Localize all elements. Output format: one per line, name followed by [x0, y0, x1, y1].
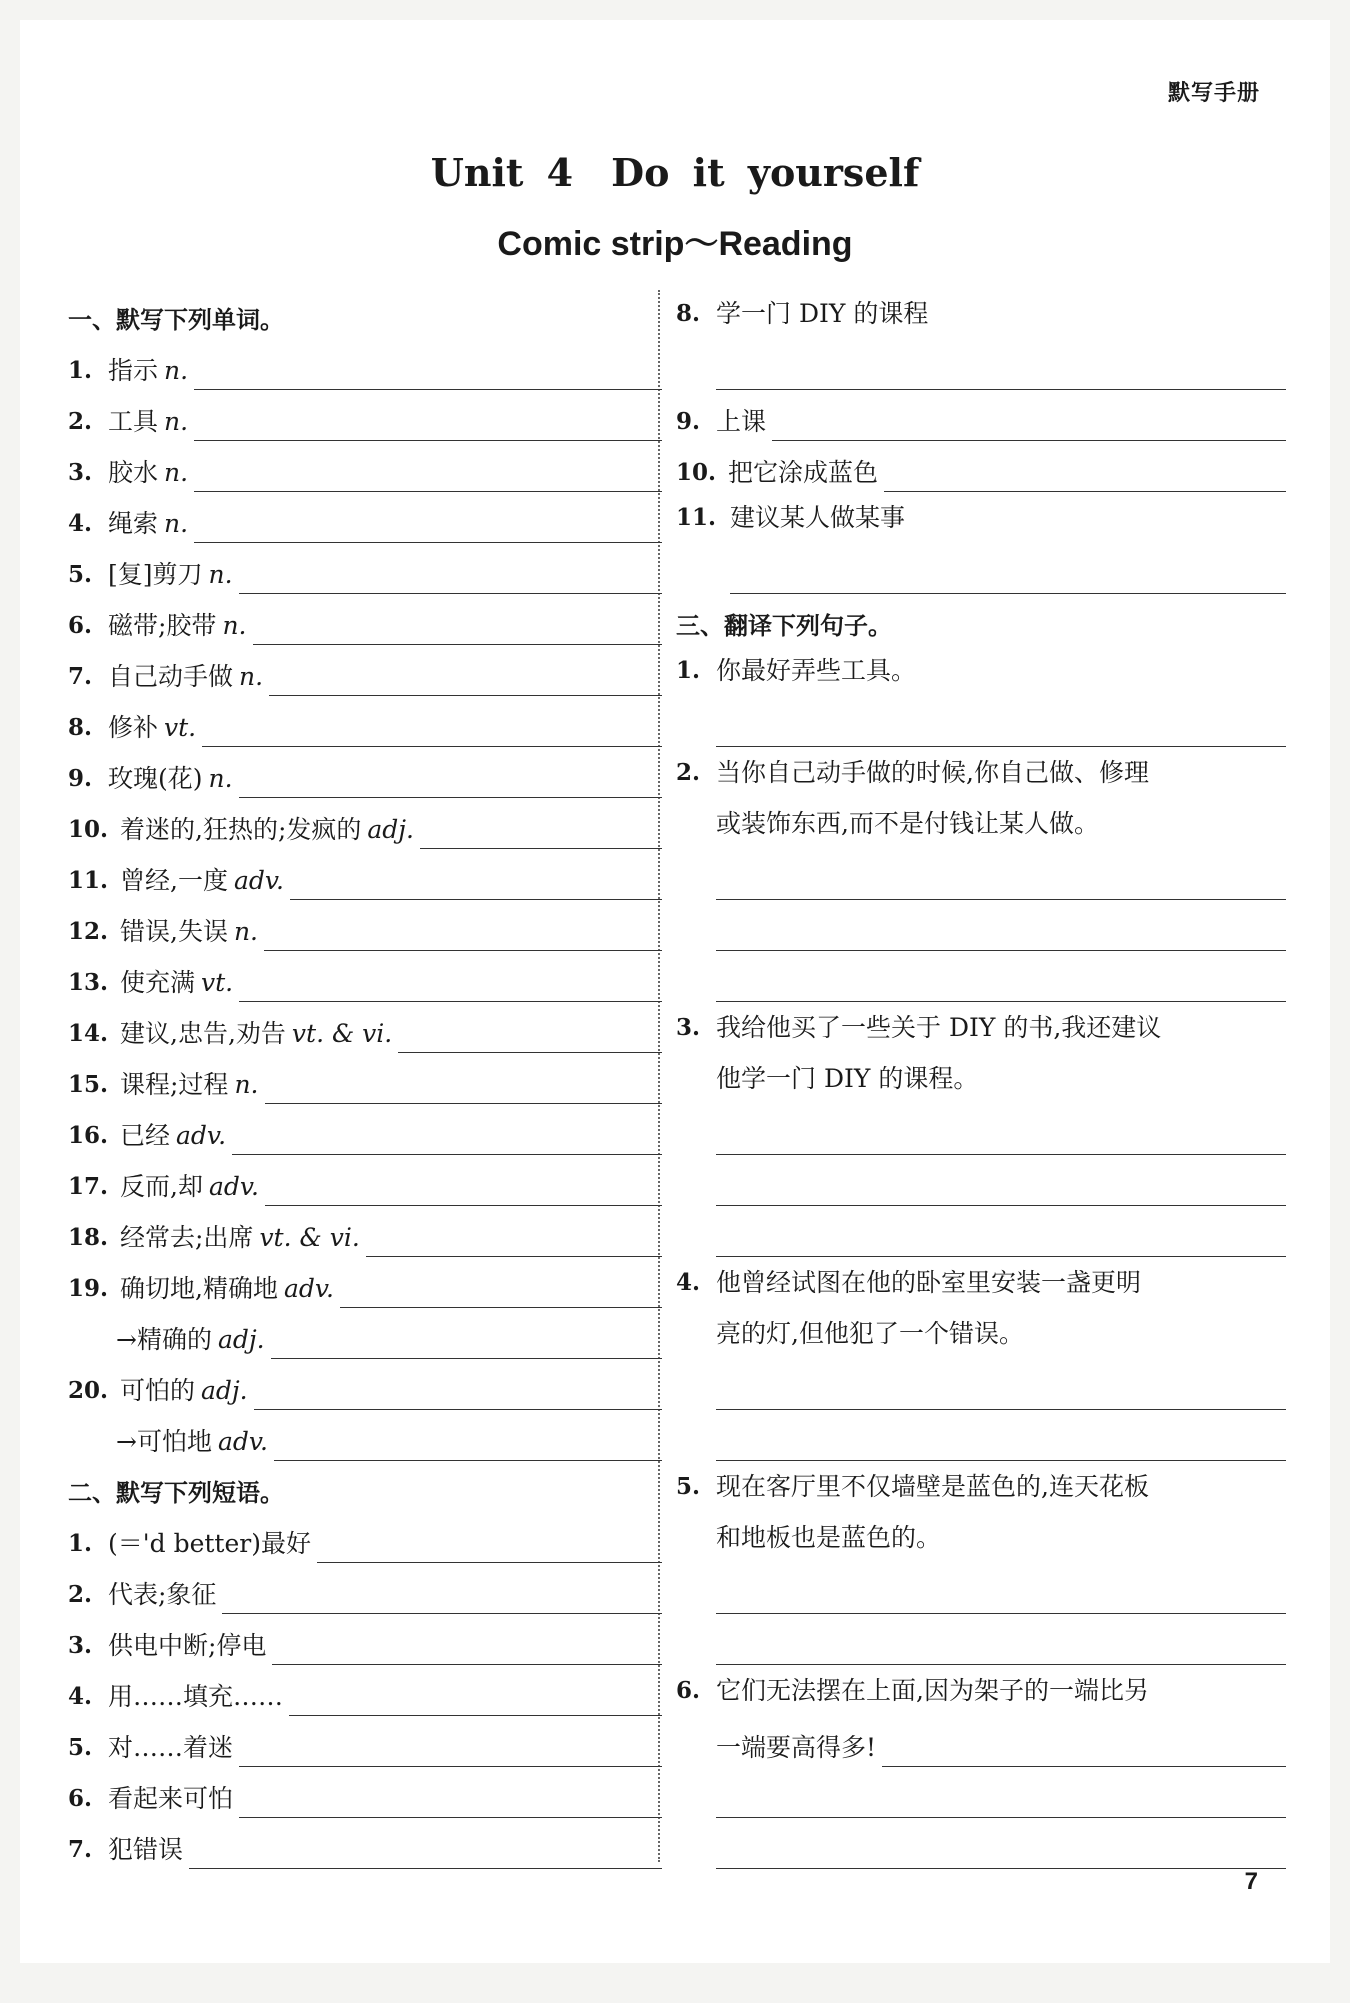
phrase-row [68, 1665, 662, 1716]
item-text: 曾经,一度 [120, 866, 228, 895]
part-of-speech: adj. [217, 1325, 265, 1354]
item-text: 已经 [120, 1121, 171, 1150]
section3-heading: 三、翻译下列句子。 [676, 612, 892, 640]
item-number: 16. [68, 1122, 109, 1149]
item-text: 一端要高得多! [716, 1733, 877, 1762]
answer-blank[interactable] [716, 1787, 1286, 1818]
item-number: 3. [68, 1632, 93, 1659]
item-number: 9. [68, 765, 93, 792]
answer-blank[interactable] [716, 1226, 1286, 1257]
answer-blank[interactable] [274, 1430, 662, 1461]
item-text: 错误,失误 [120, 917, 228, 946]
answer-blank[interactable] [716, 869, 1286, 900]
item-number: 20. [68, 1377, 109, 1404]
item-text: 上课 [716, 407, 767, 436]
answer-line [676, 900, 1286, 951]
part-of-speech: adv. [283, 1274, 334, 1303]
part-of-speech: n. [164, 407, 189, 436]
answer-blank[interactable] [265, 1175, 662, 1206]
part-of-speech: adv. [217, 1427, 268, 1456]
item-text: 对……着迷 [108, 1733, 234, 1762]
phrase-row [676, 492, 1286, 543]
word-row [68, 441, 662, 492]
word-row [68, 339, 662, 390]
item-text: 着迷的,狂热的;发疯的 [120, 815, 362, 844]
answer-line [676, 849, 1286, 900]
item-number: 11. [68, 867, 109, 894]
item-text: 磁带;胶带 [108, 611, 217, 640]
page-title: Unit 4 Do it yourself [430, 150, 920, 195]
phrase-row [68, 1818, 662, 1869]
item-number: 7. [68, 1836, 93, 1863]
answer-blank[interactable] [340, 1277, 662, 1308]
answer-blank[interactable] [239, 971, 662, 1002]
part-of-speech: n. [208, 764, 233, 793]
item-number: 6. [68, 1785, 93, 1812]
part-of-speech: n. [222, 611, 247, 640]
answer-blank[interactable] [189, 1838, 662, 1869]
answer-blank[interactable] [239, 767, 662, 798]
item-text: 亮的灯,但他犯了一个错误。 [716, 1319, 1024, 1348]
item-text: 现在客厅里不仅墙壁是蓝色的,连天花板 [716, 1472, 1149, 1501]
left-column [68, 288, 662, 1869]
phrase-row [68, 1767, 662, 1818]
answer-blank[interactable] [772, 410, 1286, 441]
header-tag: 默写手册 [1167, 81, 1260, 106]
answer-line [676, 1155, 1286, 1206]
phrase-row [676, 441, 1286, 492]
section1-heading: 一、默写下列单词。 [68, 306, 284, 334]
part-of-speech: adv. [176, 1121, 227, 1150]
item-number: 17. [68, 1173, 109, 1200]
part-of-speech: vt. [201, 968, 234, 997]
answer-blank[interactable] [239, 1787, 662, 1818]
section2-heading: 二、默写下列短语。 [68, 1479, 284, 1507]
item-number: 9. [676, 408, 701, 435]
word-row [68, 696, 662, 747]
item-text: 使充满 [120, 968, 196, 997]
sentence-item [676, 1461, 1286, 1512]
answer-blank[interactable] [716, 971, 1286, 1002]
item-text: 他曾经试图在他的卧室里安装一盏更明 [716, 1268, 1142, 1297]
answer-blank[interactable] [254, 1379, 662, 1410]
item-text: 确切地,精确地 [120, 1274, 278, 1303]
part-of-speech: n. [208, 560, 233, 589]
item-text: 可怕的 [120, 1376, 196, 1405]
item-number: 5. [68, 1734, 93, 1761]
answer-blank[interactable] [398, 1022, 662, 1053]
item-text: 修补 [108, 713, 159, 742]
item-number: 1. [676, 657, 701, 684]
answer-line [676, 1206, 1286, 1257]
part-of-speech: adv. [208, 1172, 259, 1201]
word-row [68, 1257, 662, 1308]
item-number: 13. [68, 969, 109, 996]
answer-blank[interactable] [317, 1532, 662, 1563]
item-number: 2. [676, 759, 701, 786]
item-text: [复]剪刀 [108, 560, 203, 589]
word-row [68, 645, 662, 696]
item-number: 5. [68, 561, 93, 588]
answer-blank[interactable] [253, 614, 663, 645]
item-text: 玫瑰(花) [108, 764, 203, 793]
item-text: 学一门 DIY 的课程 [716, 299, 929, 328]
word-row [68, 747, 662, 798]
part-of-speech: adv. [233, 866, 284, 895]
word-row [68, 798, 662, 849]
item-number: 3. [68, 459, 93, 486]
item-text: 看起来可怕 [108, 1784, 234, 1813]
answer-blank[interactable] [290, 869, 662, 900]
word-row [68, 390, 662, 441]
part-of-speech: n. [164, 458, 189, 487]
item-text: 把它涂成蓝色 [728, 458, 879, 487]
sentence-item-continued [676, 1053, 1286, 1104]
answer-line [676, 1614, 1286, 1665]
answer-blank[interactable] [882, 1736, 1286, 1767]
answer-blank[interactable] [730, 563, 1286, 594]
item-text: 胶水 [108, 458, 159, 487]
item-number: 4. [68, 1683, 93, 1710]
word-row [68, 900, 662, 951]
answer-line [676, 339, 1286, 390]
sentence-item-continued [676, 1716, 1286, 1767]
answer-blank[interactable] [202, 716, 662, 747]
item-text: 工具 [108, 407, 159, 436]
answer-blank[interactable] [716, 1838, 1286, 1869]
item-text: 我给他买了一些关于 DIY 的书,我还建议 [716, 1013, 1162, 1042]
answer-blank[interactable] [194, 461, 662, 492]
item-number: 6. [676, 1677, 701, 1704]
word-row [68, 1053, 662, 1104]
phrase-row [676, 390, 1286, 441]
item-text: →精确的 [116, 1325, 212, 1354]
answer-blank[interactable] [289, 1685, 662, 1716]
item-number: 18. [68, 1224, 109, 1251]
answer-line [676, 543, 1286, 594]
part-of-speech: n. [234, 1070, 259, 1099]
sentence-item [676, 1002, 1286, 1053]
answer-line [676, 696, 1286, 747]
part-of-speech: vt. & vi. [291, 1019, 393, 1048]
phrase-row [68, 1716, 662, 1767]
word-row [68, 543, 662, 594]
item-text: →可怕地 [116, 1427, 212, 1456]
answer-blank[interactable] [716, 716, 1286, 747]
answer-line [676, 1818, 1286, 1869]
answer-blank[interactable] [716, 1583, 1286, 1614]
item-text: 他学一门 DIY 的课程。 [716, 1064, 979, 1093]
page-number: 7 [1244, 1868, 1258, 1895]
word-row [68, 1104, 662, 1155]
sentence-item [676, 1257, 1286, 1308]
item-number: 4. [676, 1269, 701, 1296]
answer-blank[interactable] [716, 1175, 1286, 1206]
sentence-item-continued [676, 1512, 1286, 1563]
item-text: 和地板也是蓝色的。 [716, 1523, 942, 1552]
part-of-speech: adj. [201, 1376, 248, 1405]
item-text: 当你自己动手做的时候,你自己做、修理 [716, 758, 1149, 787]
answer-line [676, 1767, 1286, 1818]
answer-blank[interactable] [194, 359, 662, 390]
answer-blank[interactable] [716, 1430, 1286, 1461]
phrase-row [68, 1563, 662, 1614]
item-number: 4. [68, 510, 93, 537]
sentence-item-continued [676, 1308, 1286, 1359]
item-text: 或装饰东西,而不是付钱让某人做。 [716, 809, 1099, 838]
sentence-item [676, 747, 1286, 798]
word-row [68, 951, 662, 1002]
phrase-row [68, 1614, 662, 1665]
answer-blank[interactable] [194, 410, 662, 441]
part-of-speech: n. [233, 917, 259, 946]
answer-blank[interactable] [269, 665, 662, 696]
answer-blank[interactable] [239, 1736, 662, 1767]
part-of-speech: adj. [367, 815, 414, 844]
item-number: 7. [68, 663, 93, 690]
answer-line [676, 1410, 1286, 1461]
worksheet-page [20, 20, 1330, 1963]
answer-blank[interactable] [232, 1124, 662, 1155]
item-number: 5. [676, 1473, 701, 1500]
item-text: 指示 [108, 356, 159, 385]
item-number: 10. [676, 459, 717, 486]
item-number: 10. [68, 816, 109, 843]
word-row [68, 492, 662, 543]
answer-blank[interactable] [264, 920, 662, 951]
item-number: 12. [68, 918, 109, 945]
right-column [676, 288, 1286, 1869]
answer-blank[interactable] [194, 512, 662, 543]
item-number: 19. [68, 1275, 109, 1302]
answer-line [676, 1563, 1286, 1614]
part-of-speech: n. [164, 356, 189, 385]
word-row [68, 1155, 662, 1206]
answer-blank[interactable] [716, 1634, 1286, 1665]
word-row [68, 594, 662, 645]
item-number: 3. [676, 1014, 701, 1041]
answer-blank[interactable] [420, 818, 662, 849]
answer-blank[interactable] [271, 1328, 662, 1359]
word-row [68, 1002, 662, 1053]
item-number: 11. [676, 504, 717, 531]
sentence-item [676, 1665, 1286, 1716]
item-number: 14. [68, 1020, 109, 1047]
item-number: 8. [676, 300, 701, 327]
item-text: 经常去;出席 [120, 1223, 254, 1252]
item-text: 用……填充…… [108, 1682, 284, 1711]
item-text: 自己动手做 [108, 662, 234, 691]
item-text: 建议某人做某事 [730, 503, 906, 532]
part-of-speech: vt. & vi. [259, 1223, 360, 1252]
word-row [68, 1206, 662, 1257]
item-text: 供电中断;停电 [108, 1631, 267, 1660]
word-row [68, 1359, 662, 1410]
item-number: 6. [68, 612, 93, 639]
answer-line [676, 1104, 1286, 1155]
word-row-derived [68, 1308, 662, 1359]
sentence-item [676, 645, 1286, 696]
item-text: 你最好弄些工具。 [716, 656, 917, 685]
answer-blank[interactable] [366, 1226, 662, 1257]
item-number: 15. [68, 1071, 109, 1098]
item-text: 犯错误 [108, 1835, 184, 1864]
answer-line [676, 1359, 1286, 1410]
part-of-speech: n. [239, 662, 264, 691]
item-number: 8. [68, 714, 93, 741]
answer-blank[interactable] [884, 461, 1286, 492]
phrase-row [676, 288, 1286, 339]
word-row-derived [68, 1410, 662, 1461]
item-text: 反而,却 [120, 1172, 203, 1201]
item-text: (＝'d better)最好 [108, 1529, 311, 1558]
answer-blank[interactable] [272, 1634, 662, 1665]
item-number: 1. [68, 1530, 93, 1557]
answer-blank[interactable] [716, 1379, 1286, 1410]
item-number: 2. [68, 408, 93, 435]
phrase-row [68, 1512, 662, 1563]
answer-blank[interactable] [265, 1073, 663, 1104]
answer-blank[interactable] [716, 920, 1286, 951]
item-text: 它们无法摆在上面,因为架子的一端比另 [716, 1676, 1149, 1705]
answer-blank[interactable] [222, 1583, 662, 1614]
page-subtitle: Comic strip～Reading [497, 225, 853, 263]
part-of-speech: n. [164, 509, 189, 538]
sentence-item-continued [676, 798, 1286, 849]
answer-line [676, 951, 1286, 1002]
item-number: 1. [68, 357, 93, 384]
answer-blank[interactable] [716, 359, 1286, 390]
item-text: 课程;过程 [120, 1070, 229, 1099]
word-row [68, 849, 662, 900]
answer-blank[interactable] [239, 563, 662, 594]
item-number: 2. [68, 1581, 93, 1608]
part-of-speech: vt. [164, 713, 197, 742]
item-text: 建议,忠告,劝告 [120, 1019, 286, 1048]
item-text: 代表;象征 [108, 1580, 217, 1609]
answer-blank[interactable] [716, 1124, 1286, 1155]
item-text: 绳索 [108, 509, 159, 538]
